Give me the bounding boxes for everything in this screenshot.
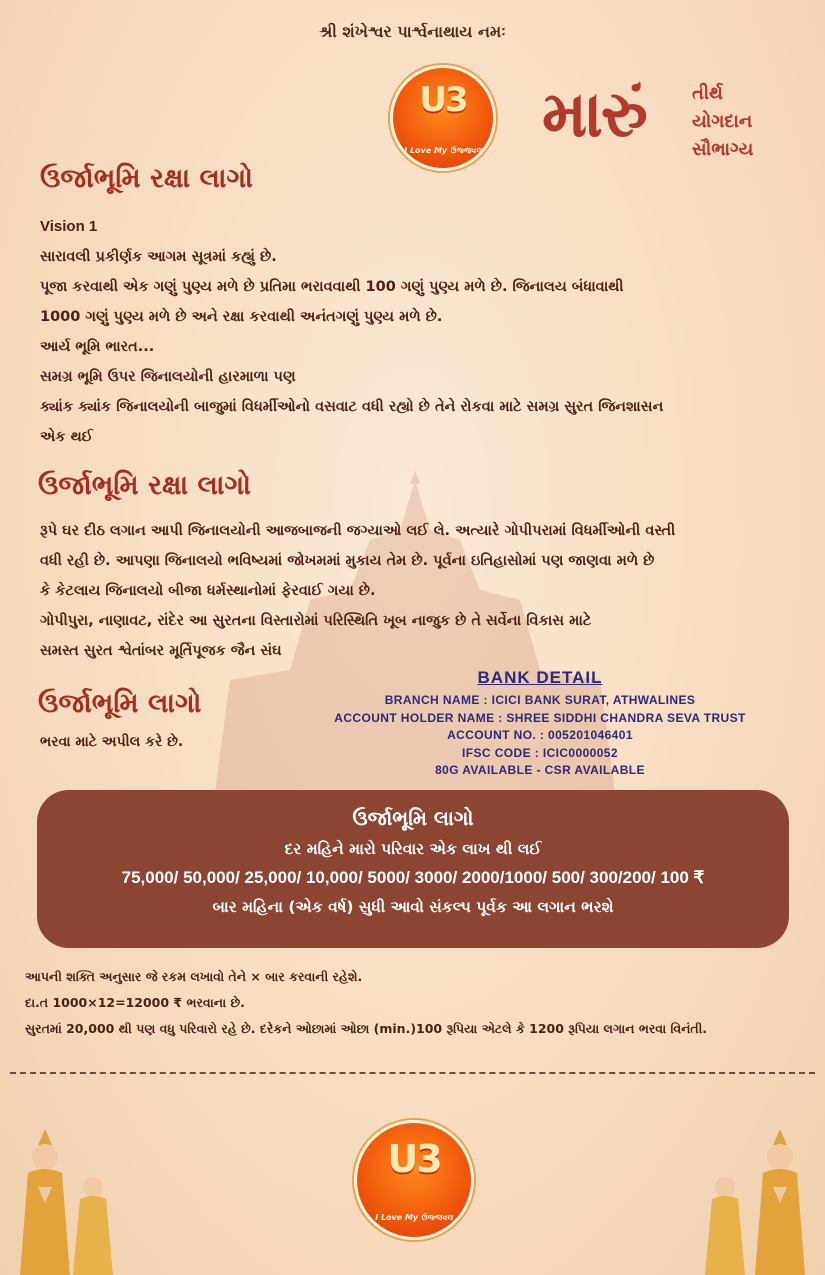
logo-tagline: I Love My ઉજ્જવલ [375, 1213, 453, 1222]
text-line: પૂજા કરવાથી એક ગણું પુણ્ય મળે છે પ્રતિમા ભરાવવાથી 100 ગણું પુણ્ય મળે છે. જિનાલય બંધાવાથી [40, 279, 624, 295]
bank-detail-title: BANK DETAIL [477, 668, 603, 687]
text-line: આર્ય ભૂમિ ભારત... [40, 339, 155, 355]
section1-heading: ઉર્જાભૂમિ રક્ષા લાગો [40, 163, 254, 194]
bank-tax-note: 80G AVAILABLE - CSR AVAILABLE [435, 763, 645, 777]
bank-detail [330, 668, 750, 780]
brand-line: સૌભાગ્ય [692, 139, 754, 160]
pledge-line: બાર મહિના (એક વર્ષ) સુધી આવો સંકલ્પ પૂર્વક આ લગાન ભરશે [212, 898, 614, 916]
bank-ifsc: IFSC CODE : ICIC0000052 [462, 745, 618, 760]
text-line: ક્યાંક ક્યાંક જિનાલયોની બાજુમાં વિધર્મીઓનો વસવાટ વધી રહ્યો છે તેને રોકવા માટે સમગ્ર સુરત જિનશાસન [40, 399, 664, 415]
brand-line: તીર્થ [692, 83, 723, 104]
bank-account-number: ACCOUNT NO. : 005201046401 [447, 728, 633, 742]
note-line: આપની શક્તિ અનુસાર જે રકમ લખાવો તેને × બાર કરવાની રહેશે. [25, 969, 363, 984]
deity-figure-image [68, 1165, 118, 1275]
section2-text [40, 516, 800, 666]
text-line: એક થઈ [40, 429, 93, 445]
u3-logo [390, 65, 496, 171]
u3-logo [354, 1120, 474, 1240]
deity-figure-image [700, 1165, 750, 1275]
text-line: સમગ્ર ભૂમિ ઉપર જિનાલયોની હારમાળા પણ [40, 369, 296, 385]
logo-tagline: I Love My ઉજ્જવલ [404, 146, 482, 155]
text-line: Vision 1 [40, 218, 98, 235]
logo-mark: U3 [387, 1137, 441, 1181]
mantra-header: શ્રી શંખેશ્વર પાર્શ્વનાથાય નમઃ [319, 22, 506, 41]
pledge-title: ઉર્જાભૂમિ લાગો [352, 806, 474, 830]
brand-title-big: મારું [542, 78, 646, 152]
note-line: સુરતમાં 20,000 થી પણ વધુ પરિવારો રહે છે. દરેકને ઓછામાં ઓછા (min.)100 રૂપિયા એટલે કે 1200 રૂપિયા લગાન ભરવા વિનંતી. [25, 1021, 708, 1036]
text-line: કે કેટલાય જિનાલયો બીજા ધર્મસ્થાનોમાં ફેરવાઈ ગયા છે. [40, 583, 376, 599]
text-line: ગોપીપુરા, નાણાવટ, રાંદેર આ સુરતના વિસ્તારોમાં પરિસ્થિતિ ખૂબ નાજુક છે તે સર્વેના વિકાસ માટે [40, 613, 592, 629]
pledge-box [37, 790, 789, 948]
pledge-line: દર મહિને મારો પરિવાર એક લાખ થી લઈ [284, 840, 542, 858]
text-line: રૂપે ઘર દીઠ લગાન આપી જિનાલયોની આજબાજની જગ્યાઓ લઈ લે. અત્યારે ગોપીપરામાં વિધર્મીઓની વસ્તી [40, 523, 676, 539]
dashed-divider [10, 1072, 815, 1074]
text-line: સમસ્ત સુરત શ્વેતાંબર મૂર્તિપૂજક જૈન સંઘ [40, 643, 282, 659]
notes [25, 964, 815, 1042]
logo-mark: U3 [419, 80, 467, 120]
text-line: સારાવલી પ્રકીર્ણક આગમ સૂત્રમાં કહ્યું છે. [40, 249, 277, 265]
brand-subtitle [692, 80, 825, 164]
section1-text [40, 212, 800, 452]
bank-account-holder: ACCOUNT HOLDER NAME : SHREE SIDDHI CHANDRA SEVA TRUST [334, 710, 746, 725]
appeal-text: ભરવા માટે અપીલ કરે છે. [40, 734, 184, 750]
deity-figure-image [745, 1125, 815, 1275]
note-line: દા.ત 1000×12=12000 ₹ ભરવાના છે. [25, 995, 245, 1010]
bank-branch: BRANCH NAME : ICICI BANK SURAT, ATHWALINES [384, 693, 696, 707]
text-line: વધી રહી છે. આપણા જિનાલયો ભવિષ્યમાં જોખમમાં મુકાય તેમ છે. પૂર્વના ઇતિહાસોમાં પણ જાણવા મળે છે [40, 553, 655, 569]
text-line: 1000 ગણું પુણ્ય મળે છે અને રક્ષા કરવાથી અનંતગણું પુણ્ય મળે છે. [40, 309, 443, 325]
section3-heading: ઉર્જાભૂમિ લાગો [38, 688, 202, 719]
pledge-amounts: 75,000/ 50,000/ 25,000/ 10,000/ 5000/ 3000/ 2000/1000/ 500/ 300/200/ 100 ₹ [121, 868, 705, 887]
brand-line: યોગદાન [692, 111, 753, 132]
section2-heading: ઉર્જાભૂમિ રક્ષા લાગો [38, 470, 252, 501]
